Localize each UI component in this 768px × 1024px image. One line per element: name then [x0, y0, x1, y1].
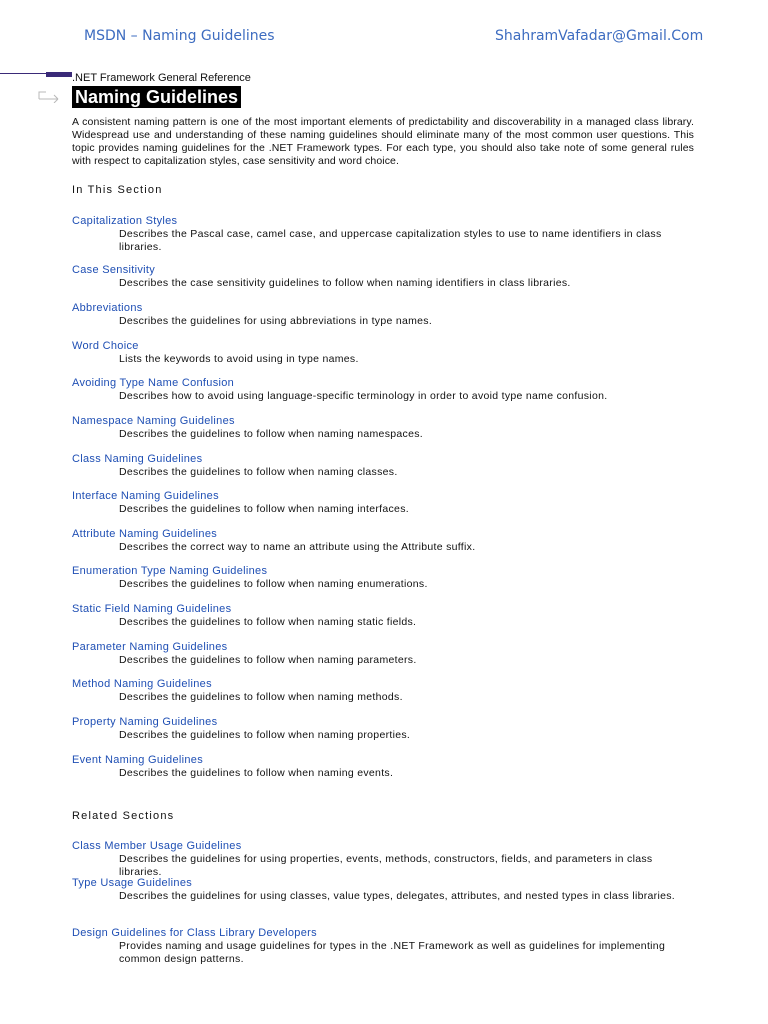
- section-description: Describes the guidelines to follow when naming properties.: [119, 729, 411, 741]
- related-description: Describes the guidelines for using properties, events, methods, constructors, fields, and parameters in class libraries.: [119, 853, 653, 878]
- section-entry: [72, 678, 696, 704]
- related-description: Provides naming and usage guidelines for types in the .NET Framework as well as guidelines for implementing common design patterns.: [119, 940, 666, 965]
- section-description: Describes the guidelines to follow when naming classes.: [119, 466, 398, 478]
- section-description: Describes the case sensitivity guidelines to follow when naming identifiers in class libraries.: [119, 277, 571, 289]
- section-entry: [72, 340, 696, 366]
- related-entry: [72, 877, 696, 903]
- section-description: Describes the guidelines to follow when naming events.: [119, 767, 394, 779]
- back-arrow-icon[interactable]: [38, 89, 64, 103]
- section-link[interactable]: Enumeration Type Naming Guidelines: [72, 565, 268, 577]
- section-entry: [72, 641, 696, 667]
- section-entry: [72, 716, 696, 742]
- section-entry: [72, 603, 696, 629]
- section-link[interactable]: Interface Naming Guidelines: [72, 490, 219, 502]
- section-link[interactable]: Attribute Naming Guidelines: [72, 528, 218, 540]
- related-entry: [72, 840, 696, 878]
- section-description: Lists the keywords to avoid using in type names.: [119, 353, 359, 365]
- related-link[interactable]: Class Member Usage Guidelines: [72, 840, 242, 852]
- section-entry: [72, 302, 696, 328]
- section-link[interactable]: Namespace Naming Guidelines: [72, 415, 235, 427]
- related-entry: [72, 927, 696, 965]
- section-description: Describes how to avoid using language-specific terminology in order to avoid type name confusion.: [119, 390, 608, 402]
- section-link[interactable]: Method Naming Guidelines: [72, 678, 212, 690]
- section-link[interactable]: Capitalization Styles: [72, 215, 178, 227]
- section-entry: [72, 377, 696, 403]
- section-entry: [72, 565, 696, 591]
- in-this-section-heading: In This Section: [72, 184, 163, 196]
- section-description: Describes the guidelines to follow when naming namespaces.: [119, 428, 423, 440]
- section-link[interactable]: Avoiding Type Name Confusion: [72, 377, 235, 389]
- section-entry: [72, 264, 696, 290]
- section-link[interactable]: Parameter Naming Guidelines: [72, 641, 228, 653]
- section-description: Describes the Pascal case, camel case, and uppercase capitalization styles to use to name identifiers in class libraries.: [119, 228, 662, 253]
- related-link[interactable]: Design Guidelines for Class Library Developers: [72, 927, 317, 939]
- section-description: Describes the guidelines to follow when naming enumerations.: [119, 578, 428, 590]
- header-tab-marker: [46, 72, 72, 77]
- section-link[interactable]: Property Naming Guidelines: [72, 716, 218, 728]
- related-sections-heading: Related Sections: [72, 810, 175, 822]
- section-link[interactable]: Case Sensitivity: [72, 264, 156, 276]
- section-entry: [72, 215, 696, 253]
- section-description: Describes the guidelines for using abbreviations in type names.: [119, 315, 433, 327]
- intro-paragraph: A consistent naming pattern is one of the most important elements of predictability and discoverability in a managed class library. Widespread use and understanding of these naming guidelines should eliminate many of the most common user questions. This topic provides naming guidelines for the .NET Framework types. For each type, you should also take note of some general rules with respect to capitalization styles, case sensitivity and word choice.: [72, 116, 694, 167]
- section-description: Describes the guidelines to follow when naming interfaces.: [119, 503, 409, 515]
- section-entry: [72, 754, 696, 780]
- section-description: Describes the guidelines to follow when naming static fields.: [119, 616, 417, 628]
- section-entry: [72, 453, 696, 479]
- section-description: Describes the guidelines to follow when naming parameters.: [119, 654, 417, 666]
- section-link[interactable]: Static Field Naming Guidelines: [72, 603, 232, 615]
- section-entry: [72, 528, 696, 554]
- section-description: Describes the guidelines to follow when naming methods.: [119, 691, 403, 703]
- section-description: Describes the correct way to name an attribute using the Attribute suffix.: [119, 541, 476, 553]
- related-description: Describes the guidelines for using classes, value types, delegates, attributes, and nested types in class libraries.: [119, 890, 675, 902]
- related-link[interactable]: Type Usage Guidelines: [72, 877, 193, 889]
- section-link[interactable]: Class Naming Guidelines: [72, 453, 203, 465]
- section-link[interactable]: Abbreviations: [72, 302, 143, 314]
- section-link[interactable]: Word Choice: [72, 340, 139, 352]
- page-title: Naming Guidelines: [72, 86, 241, 108]
- section-link[interactable]: Event Naming Guidelines: [72, 754, 204, 766]
- reference-label: .NET Framework General Reference: [72, 72, 251, 84]
- header-email: ShahramVafadar@Gmail.Com: [495, 28, 704, 44]
- section-entry: [72, 490, 696, 516]
- header-title: MSDN – Naming Guidelines: [84, 28, 275, 44]
- section-entry: [72, 415, 696, 441]
